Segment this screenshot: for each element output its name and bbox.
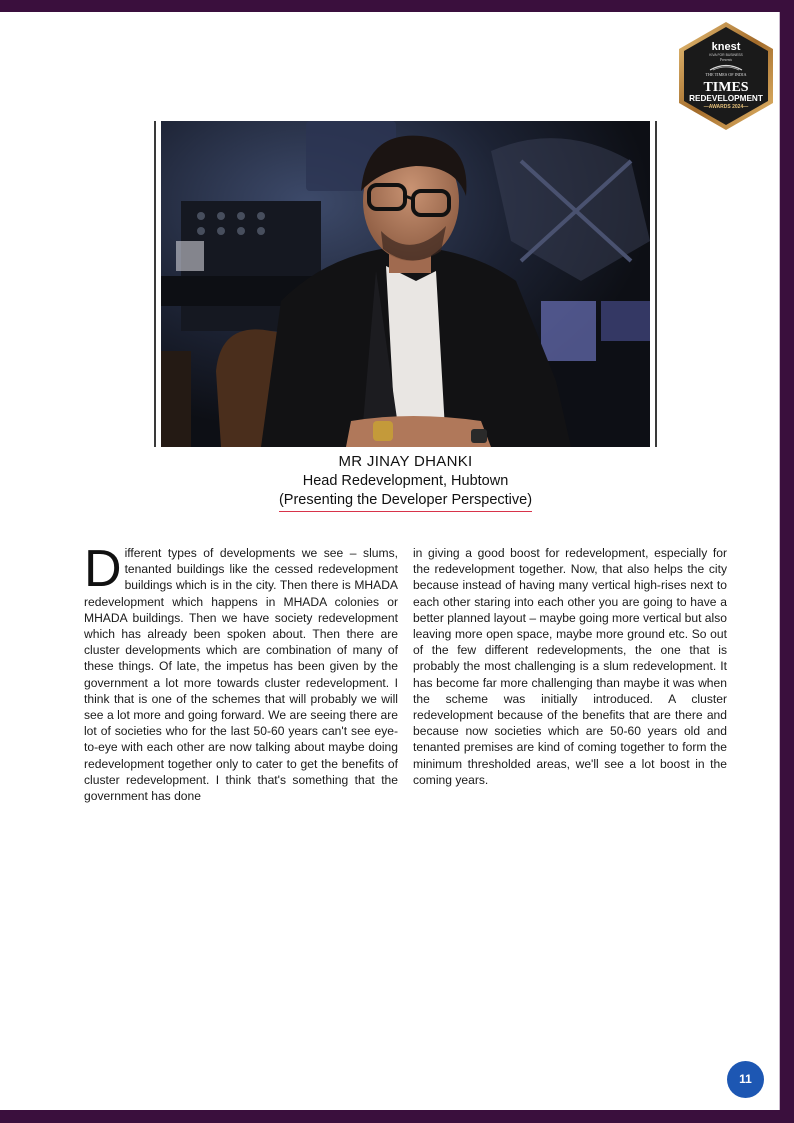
badge-presents: Presents xyxy=(720,58,732,62)
badge-awards: —AWARDS 2024— xyxy=(703,104,749,110)
page-frame-bottom xyxy=(0,1110,794,1123)
speaker-name: MR JINAY DHANKI xyxy=(338,453,473,470)
article-left-text: ifferent types of developments we see – slums, tenanted buildings like the cessed redevelopment buildings which is in the city. Then there is MHADA redevelopment which happens in MHADA colonies or MHADA buildings. Then we have society redevelopment which has already been spoken about. Then there are cluster developments which are combination of many of these things. Of late, the impetus has been given by the government a lot more towards cluster redevelopment. I think that is one of the schemes that will probably we will see a lot more and going forward. We are seeing there are lot of societies who for the last 50-60 years can't see eye-to-eye with each other are now talking about maybe doing redevelopment together only to cater to get the benefits of cluster redevelopment. I think that's something that the government has done xyxy=(84,546,398,804)
article-column-right xyxy=(413,545,727,788)
speaker-role: Head Redevelopment, Hubtown xyxy=(302,473,509,489)
badge-brand-sub: KIVA FOR BUSINESS xyxy=(709,53,743,57)
speaker-perspective: (Presenting the Developer Perspective) xyxy=(279,491,532,512)
page-frame-top xyxy=(0,0,794,12)
article-right-text: in giving a good boost for redevelopment, especially for the redevelopment together. Now, that also helps the city because instead of having many vertical high-rises next to each other staring into each other you are going to have a better planned layout – maybe going more vertical but also leaving more open space, maybe more ground etc. So out of the few different redevelopments, the one that is probably the most challenging is a slum redevelopment. It has become far more challenging than maybe it was when the scheme was initially introduced. A cluster redevelopment because of the benefits that are there and because now societies which are 50-60 years old and tenanted premises are kind of coming together to form the minimum thresholded areas, we'll see a lot boost in the coming years. xyxy=(413,546,727,787)
page-number-badge: 11 xyxy=(727,1061,764,1098)
article-column-left xyxy=(84,540,398,804)
badge-subtitle: REDEVELOPMENT xyxy=(689,94,763,103)
times-redevelopment-awards-logo xyxy=(677,21,775,131)
badge-brand: knest xyxy=(711,41,741,53)
photo-frame-right-bar xyxy=(655,121,657,447)
badge-title: TIMES xyxy=(703,80,749,95)
photo-frame-left-bar xyxy=(154,121,156,447)
speaker-photo-frame xyxy=(154,121,657,447)
badge-publisher: THE TIMES OF INDIA xyxy=(705,72,747,77)
article-dropcap: D xyxy=(84,540,122,598)
speaker-caption xyxy=(200,452,611,512)
page-frame-inner-line xyxy=(779,12,780,1110)
speaker-photo xyxy=(161,121,650,447)
page-frame-right xyxy=(780,0,794,1123)
